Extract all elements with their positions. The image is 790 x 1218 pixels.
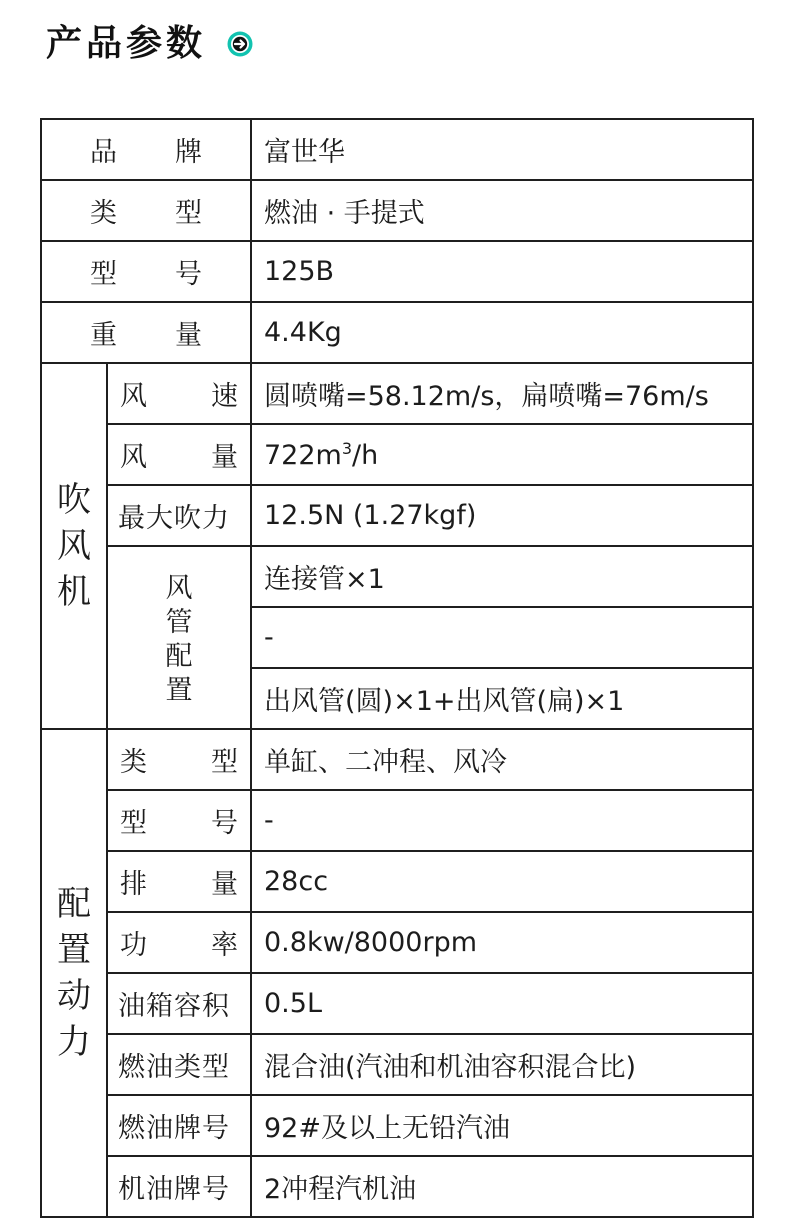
row-label: 重 量 (41, 302, 251, 363)
row-label: 机油牌号 (107, 1156, 251, 1217)
row-value: 混合油(汽油和机油容积混合比) (251, 1034, 753, 1095)
table-row (41, 729, 753, 790)
row-label: 排 量 (107, 851, 251, 912)
row-value: 连接管×1 (251, 546, 753, 607)
row-label: 风 量 (107, 424, 251, 485)
table-row (41, 912, 753, 973)
group-label-blower: 吹 风 机 (41, 363, 107, 729)
table-row (41, 1156, 753, 1217)
row-label: 品 牌 (41, 119, 251, 180)
table-row (41, 790, 753, 851)
row-value: 92#及以上无铅汽油 (251, 1095, 753, 1156)
row-value: 燃油 · 手提式 (251, 180, 753, 241)
table-row (41, 424, 753, 485)
row-label: 风 速 (107, 363, 251, 424)
page-header (46, 20, 254, 68)
row-value: $722m^3/h$ (251, 424, 753, 485)
row-value: 富世华 (251, 119, 753, 180)
row-label: 燃油牌号 (107, 1095, 251, 1156)
row-label: 功 率 (107, 912, 251, 973)
table-row (41, 1095, 753, 1156)
row-value: 出风管(圆)×1+出风管(扁)×1 (251, 668, 753, 729)
table-row (41, 546, 753, 607)
row-value: 2冲程汽机油 (251, 1156, 753, 1217)
group-label-power: 配 置 动 力 (41, 729, 107, 1217)
row-value: 28cc (251, 851, 753, 912)
table-row (41, 119, 753, 180)
spec-table (40, 118, 752, 1205)
row-label: 燃油类型 (107, 1034, 251, 1095)
row-label: 类 型 (107, 729, 251, 790)
table-row (41, 302, 753, 363)
row-value: 单缸、二冲程、风冷 (251, 729, 753, 790)
row-value: 4.4Kg (251, 302, 753, 363)
table-row (41, 363, 753, 424)
row-label: 最大吹力 (107, 485, 251, 546)
row-value: 0.5L (251, 973, 753, 1034)
table-row (41, 851, 753, 912)
row-label: 油箱容积 (107, 973, 251, 1034)
row-label: 型 号 (107, 790, 251, 851)
table-row (41, 973, 753, 1034)
table-row (41, 1034, 753, 1095)
arrow-right-circle-icon[interactable] (226, 30, 254, 58)
page-title: 产品参数 (46, 23, 207, 64)
row-value: 125B (251, 241, 753, 302)
row-value: 0.8kw/8000rpm (251, 912, 753, 973)
row-label: 类 型 (41, 180, 251, 241)
row-value: 12.5N (1.27kgf) (251, 485, 753, 546)
row-label: 型 号 (41, 241, 251, 302)
row-value: 圆喷嘴=58.12m/s，扁喷嘴=76m/s (251, 363, 753, 424)
pipe-config-label: 风 管 配 置 (107, 546, 251, 729)
table-row (41, 241, 753, 302)
table-row (41, 180, 753, 241)
row-value: - (251, 607, 753, 668)
row-value: - (251, 790, 753, 851)
table-row (41, 485, 753, 546)
